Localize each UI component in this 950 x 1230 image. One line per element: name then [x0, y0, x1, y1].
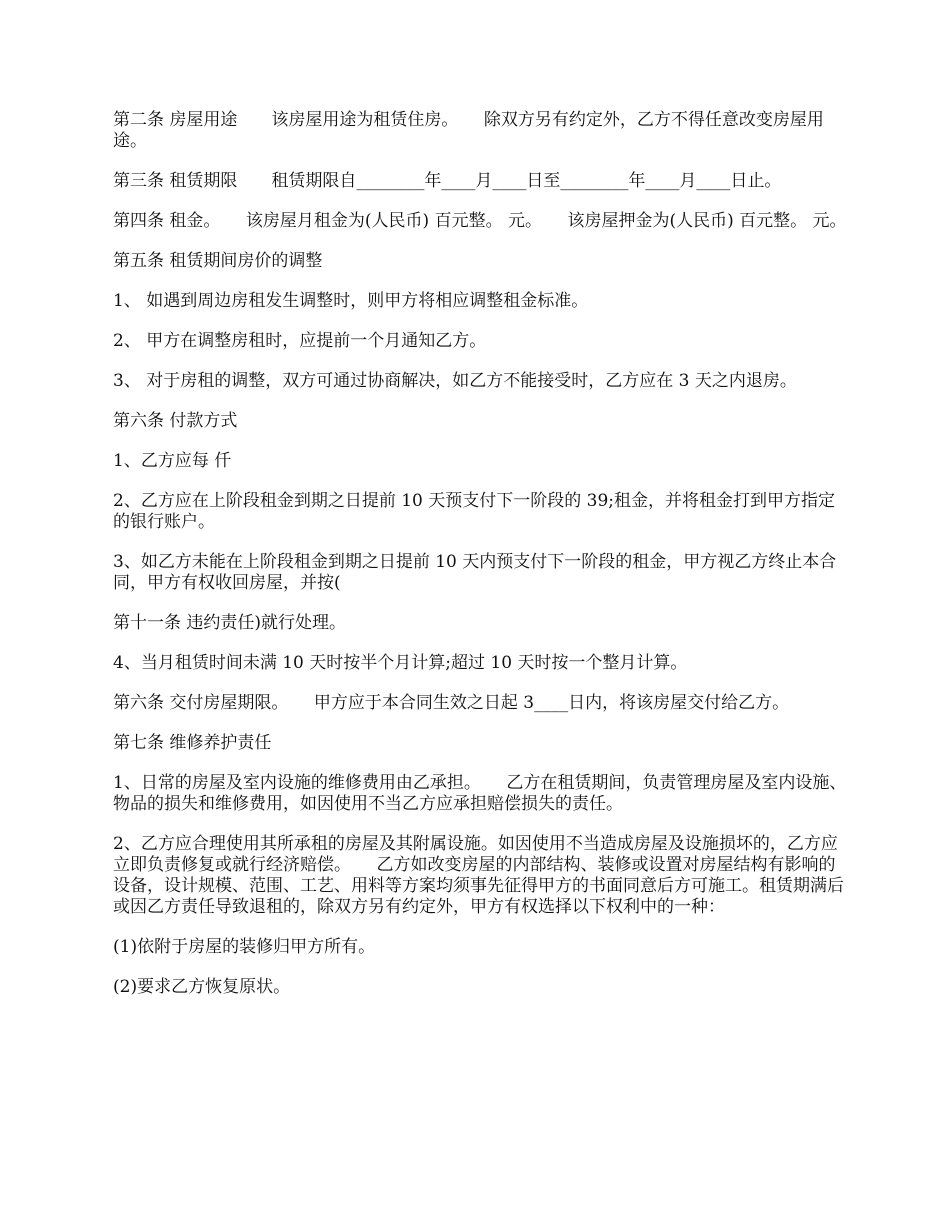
clause-11-reference: 第十一条 违约责任)就行处理。 [113, 613, 347, 633]
clause-2-usage: 第二条 房屋用途 该房屋用途为租赁住房。 除双方另有约定外，乙方不得任意改变房屋用途。 [113, 110, 824, 151]
clause-7-heading: 第七条 维修养护责任 [113, 733, 272, 753]
clause-6-item-4: 4、当月租赁时间未满 10 天时按半个月计算;超过 10 天时按一个整月计算。 [113, 653, 688, 673]
clause-6-heading: 第六条 付款方式 [113, 411, 238, 431]
clause-6-item-3: 3、如乙方未能在上阶段租金到期之日提前 10 天内预支付下一阶段的租金，甲方视乙方终止本合同，甲方有权收回房屋，并按( [113, 552, 837, 593]
option-2: (2)要求乙方恢复原状。 [113, 977, 291, 997]
document-body [113, 110, 848, 1017]
clause-4-rent: 第四条 租金。 该房屋月租金为(人民币) 百元整。 元。 该房屋押金为(人民币) 百元整。 元。 [113, 211, 847, 231]
clause-6-item-2: 2、乙方应在上阶段租金到期之日提前 10 天预支付下一阶段的 39;租金，并将租金打到甲方指定的银行账户。 [113, 491, 836, 532]
clause-5-item-3: 3、 对于房租的调整，双方可通过协商解决，如乙方不能接受时，乙方应在 3 天之内退房。 [113, 371, 797, 391]
clause-6-delivery: 第六条 交付房屋期限。 甲方应于本合同生效之日起 3____日内，将该房屋交付给乙方。 [113, 693, 790, 713]
clause-5-item-1: 1、 如遇到周边房租发生调整时，则甲方将相应调整租金标准。 [113, 291, 589, 311]
option-1: (1)依附于房屋的装修归甲方所有。 [113, 937, 376, 957]
clause-3-term: 第三条 租赁期限 租赁期限自________年____月____日至________年____月____日止。 [113, 171, 782, 191]
clause-5-item-2: 2、 甲方在调整房租时，应提前一个月通知乙方。 [113, 331, 487, 351]
clause-6-item-1: 1、乙方应每 仟 [113, 451, 232, 471]
clause-5-heading: 第五条 租赁期间房价的调整 [113, 251, 323, 271]
clause-7-item-1: 1、日常的房屋及室内设施的维修费用由乙承担。 乙方在租赁期间，负责管理房屋及室内设施、物品的损失和维修费用，如因使用不当乙方应承担赔偿损失的责任。 [113, 773, 847, 814]
clause-7-item-2: 2、乙方应合理使用其所承租的房屋及其附属设施。如因使用不当造成房屋及设施损坏的，乙方应立即负责修复或就行经济赔偿。 乙方如改变房屋的内部结构、装修或设置对房屋结构有影响的设备，设计规模、范围、工艺、用料等方案均须事先征得甲方的书面同意后方可施工。租赁期满后或因乙方责任导致退租的，除双方另有约定外，甲方有权选择以下权利中的一种： [113, 834, 844, 917]
